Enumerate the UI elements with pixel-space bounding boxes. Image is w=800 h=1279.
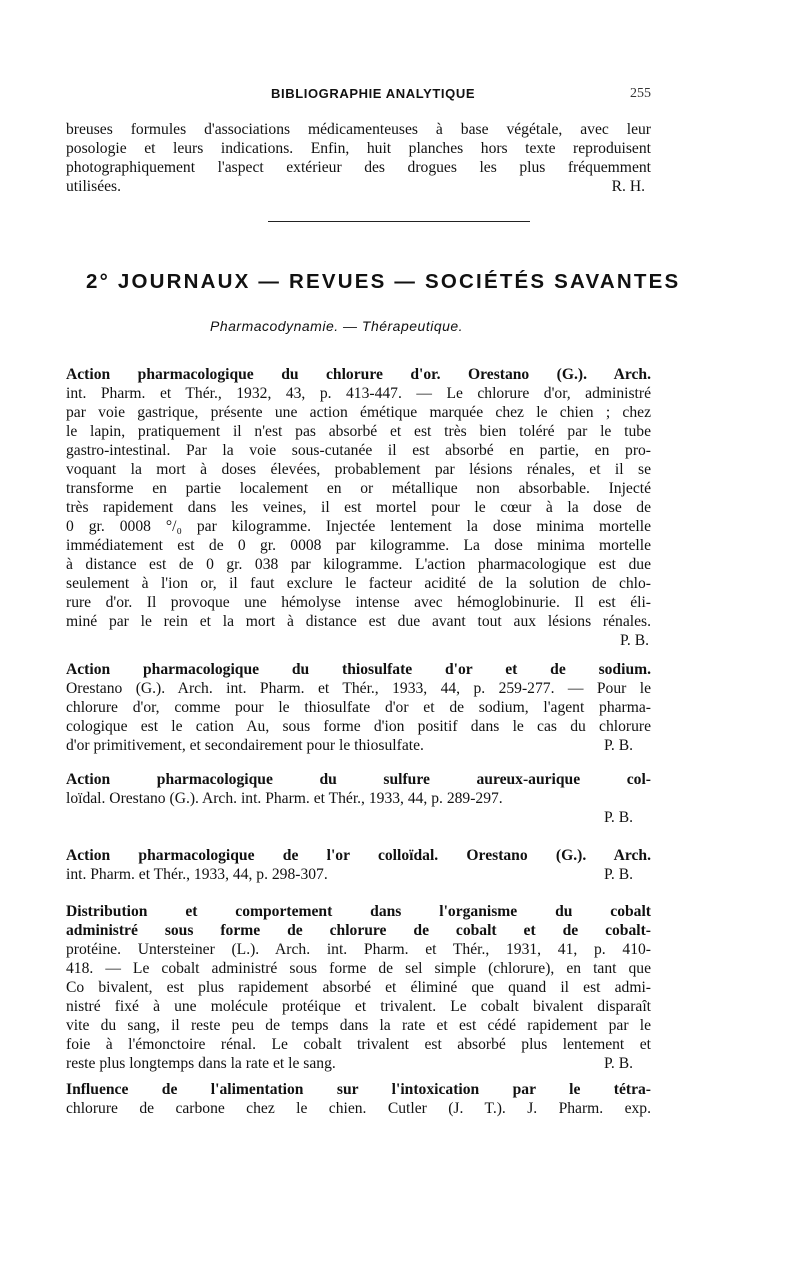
signature: P. B.	[603, 1055, 633, 1072]
signature: R. H.	[611, 178, 645, 195]
text-line-last	[66, 736, 651, 755]
section-title: 2° JOURNAUX — REVUES — SOCIÉTÉS SAVANTES	[86, 270, 681, 293]
text-line: vite du sang, il reste peu de temps dans la rate et est cédé rapidement par le	[66, 1017, 651, 1034]
lead-paragraph	[66, 120, 651, 196]
text-line: voquant la mort à doses élevées, probablement par lésions rénales, et il se	[66, 461, 651, 478]
bibliography-entry	[66, 770, 651, 827]
running-head	[66, 86, 651, 106]
text-line: à distance est de 0 gr. 038 par kilogramme. L'action pharmacologique est due	[66, 556, 651, 573]
text-line: foie à l'émonctoire rénal. Le cobalt trivalent est absorbé plus lentement et	[66, 1036, 651, 1053]
bibliography-entry	[66, 846, 651, 884]
bibliography-entry	[66, 365, 651, 650]
signature: P. B.	[603, 809, 633, 826]
text-line: breuses formules d'associations médicamenteuses à base végétale, avec leur	[66, 121, 651, 138]
entry-title-line: Action pharmacologique de l'or colloïdal. Orestano (G.). Arch.	[66, 847, 651, 864]
text-line: Co bivalent, est plus rapidement absorbé et éliminé que quand il est admi-	[66, 979, 651, 996]
running-title: BIBLIOGRAPHIE ANALYTIQUE	[271, 86, 476, 101]
entry-title-line: Distribution et comportement dans l'organisme du cobalt	[66, 903, 651, 920]
text-line: chlorure d'or, comme pour le thiosulfate d'or et de sodium, l'agent pharma-	[66, 699, 651, 716]
signature: P. B.	[603, 737, 633, 754]
bibliography-entry	[66, 660, 651, 755]
text-line: Orestano (G.). Arch. int. Pharm. et Thér., 1933, 44, p. 259-277. — Pour le	[66, 680, 651, 697]
text-line: int. Pharm. et Thér., 1932, 43, p. 413-447. — Le chlorure d'or, administré	[66, 385, 651, 402]
signature: P. B.	[619, 632, 649, 649]
entry-title-line: administré sous forme de chlorure de cobalt et de cobalt-	[66, 922, 651, 939]
text-line: cologique est le cation Au, sous forme d'ion positif dans le cas du chlorure	[66, 718, 651, 735]
text-line: protéine. Untersteiner (L.). Arch. int. Pharm. et Thér., 1931, 41, p. 410-	[66, 941, 651, 958]
entry-title-line: chlorure de carbone chez le chien. Cutler (J. T.). J. Pharm. exp.	[66, 1100, 651, 1117]
last-line-text: d'or primitivement, et secondairement pour le thiosulfate.	[66, 737, 424, 754]
text-line: photographiquement l'aspect extérieur des drogues les plus fréquemment	[66, 159, 651, 176]
text-line: gastro-intestinal. Par la voie sous-cutanée il est absorbé en partie, en pro-	[66, 442, 651, 459]
bibliography-entry	[66, 902, 651, 1073]
text-line: le lapin, pratiquement il n'est pas absorbé et est très bien toléré par le tube	[66, 423, 651, 440]
text-line: transforme en partie localement en or métallique non absorbable. Injecté	[66, 480, 651, 497]
text-line: immédiatement est de 0 gr. 0008 par kilogramme. La dose minima mortelle	[66, 537, 651, 554]
last-line-text: utilisées.	[66, 178, 122, 195]
entry-title-line: Action pharmacologique du chlorure d'or. Orestano (G.). Arch.	[66, 366, 651, 383]
text-line: très rapidement dans les veines, il est mortel pour le cœur à la dose de	[66, 499, 651, 516]
section-subheading: Pharmacodynamie. — Thérapeutique.	[210, 318, 464, 334]
bibliography-entry	[66, 1080, 651, 1118]
entry-title-line: Action pharmacologique du thiosulfate d'or et de sodium.	[66, 661, 651, 678]
text-line: par voie gastrique, présente une action émétique marquée chez le chien ; chez	[66, 404, 651, 421]
text-line: 0 gr. 0008 °/₀ par kilogramme. Injectée lentement la dose minima mortelle	[66, 518, 651, 535]
text-line: 418. — Le cobalt administré sous forme de sel simple (chlorure), en tant que	[66, 960, 651, 977]
text-line-last	[66, 1054, 651, 1073]
entry-title-line: Influence de l'alimentation sur l'intoxication par le tétra-	[66, 1081, 651, 1098]
last-line-text: reste plus longtemps dans la rate et le sang.	[66, 1055, 336, 1072]
last-line-text: int. Pharm. et Thér., 1933, 44, p. 298-307.	[66, 866, 328, 883]
text-line: rure d'or. Il provoque une hémolyse intense avec hémoglobinurie. Il est éli-	[66, 594, 651, 611]
text-line-last	[66, 865, 651, 884]
text-line-last: loïdal. Orestano (G.). Arch. int. Pharm. et Thér., 1933, 44, p. 289-297.	[66, 790, 503, 807]
text-line: nistré fixé à une molécule protéique et trivalent. Le cobalt bivalent disparaît	[66, 998, 651, 1015]
text-line: miné par le rein et la mort à distance est due avant tout aux lésions rénales.	[66, 613, 651, 630]
page-number: 255	[630, 86, 651, 101]
text-line-last	[66, 177, 651, 196]
section-divider	[268, 221, 530, 222]
text-line: posologie et leurs indications. Enfin, huit planches hors texte reproduisent	[66, 140, 651, 157]
text-line: seulement à l'ion or, il faut exclure le facteur acidité de la solution de chlo-	[66, 575, 651, 592]
signature: P. B.	[603, 866, 633, 883]
entry-title-line: Action pharmacologique du sulfure aureux-aurique col-	[66, 771, 651, 788]
